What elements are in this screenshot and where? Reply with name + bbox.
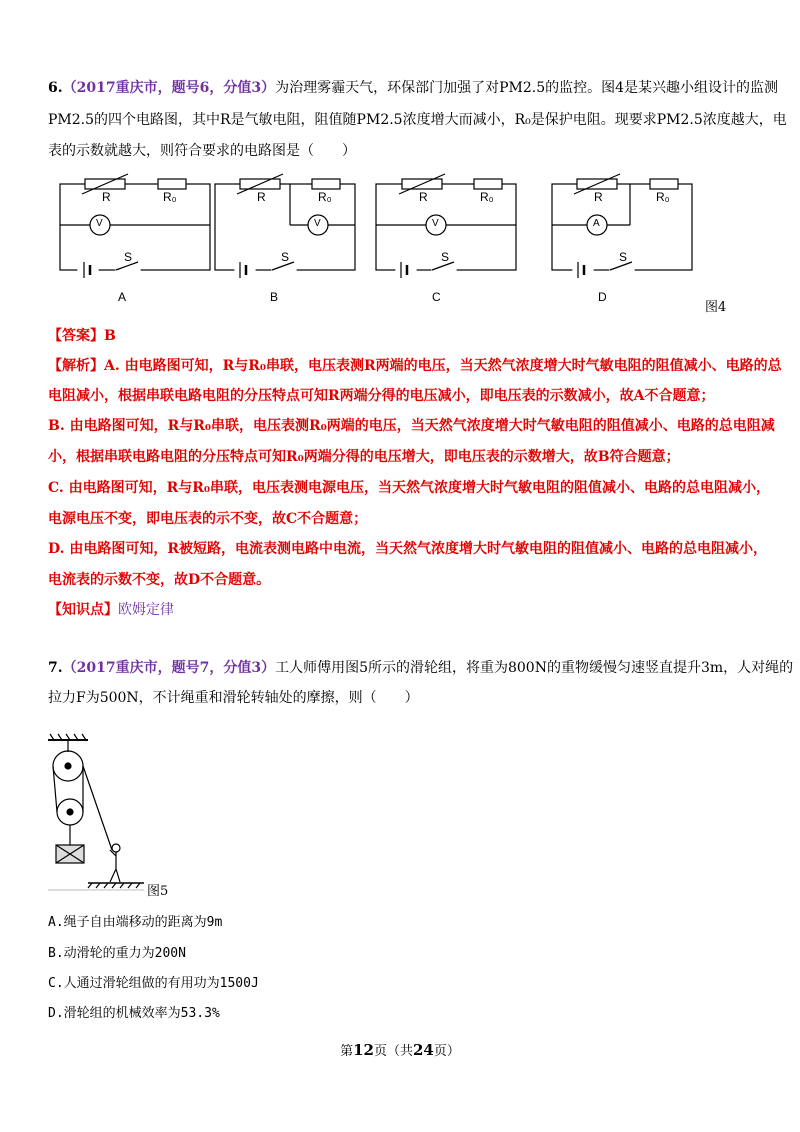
circuit-b-letter: B: [270, 290, 279, 304]
circuit-d-r0-label: R₀: [656, 190, 670, 204]
q7-stem-line-2: 拉力F为500N，不计绳重和滑轮转轴处的摩擦，则（ ）: [48, 690, 419, 706]
circuit-c-meter: V: [432, 218, 439, 229]
q6-answer: [48, 326, 116, 346]
knowledge-point: [48, 600, 174, 620]
q7-option-c: C.人通过滑轮组做的有用功为1500J: [48, 976, 259, 991]
page-total: 24: [413, 1041, 434, 1059]
circuit-a-switch: S: [124, 250, 133, 264]
circuit-a-r0-label: R₀: [163, 190, 177, 204]
q7-number: 7: [48, 660, 58, 676]
q7-option-b: B.动滑轮的重力为200N: [48, 946, 186, 961]
q7-option-d: D.滑轮组的机械效率为53.3%: [48, 1006, 220, 1021]
q6-stem-text-1: 为治理雾霾天气，环保部门加强了对PM2.5的监控。图4是某兴趣小组设计的监测: [275, 80, 779, 96]
circuit-b-r-label: R: [257, 190, 266, 204]
analysis-line-3: B. 由电路图可知，R与R₀串联，电压表测R₀两端的电压，当天然气浓度增大时气敏电阻的阻值减小、电路的总电阻减: [48, 418, 775, 434]
analysis-tag: 【解析】: [48, 358, 104, 374]
figure-5-caption: 图5: [147, 884, 169, 899]
q6-stem-line-2: PM2.5的四个电路图，其中R是气敏电阻，阻值随PM2.5浓度增大而减小，R₀是保护电阻。现要求PM2.5浓度越大，电: [48, 112, 787, 128]
q6-stem-line-3: 表的示数就越大，则符合要求的电路图是（ ）: [48, 143, 356, 159]
q7-stem-line-1: 7.（2017重庆市，题号7，分值3）工人师傅用图5所示的滑轮组，将重为800N的重物缓慢匀速竖直提升3m，人对绳的: [48, 660, 794, 676]
q6-number: 6: [48, 80, 58, 96]
q6-source-tag: （2017重庆市，题号6，分值3）: [62, 80, 276, 96]
knowledge-tag: 【知识点】: [48, 602, 118, 618]
q7-stem-text-1: 工人师傅用图5所示的滑轮组，将重为800N的重物缓慢匀速竖直提升3m，人对绳的: [275, 660, 794, 676]
analysis-line-5: C. 由电路图可知，R与R₀串联，电压表测电源电压，当天然气浓度增大时气敏电阻的阻值减小、电路的总电阻减小，: [48, 480, 771, 496]
circuit-d-meter: A: [593, 218, 600, 229]
analysis-line-1: 【解析】A. 由电路图可知，R与R₀串联，电压表测R两端的电压，当天然气浓度增大时气敏电阻的阻值减小、电路的总: [48, 358, 782, 374]
circuit-c-r-label: R: [419, 190, 428, 204]
circuit-b-switch: S: [281, 250, 290, 264]
circuit-c-r0-label: R₀: [480, 190, 494, 204]
circuit-d-switch: S: [619, 250, 628, 264]
q7-option-a: A.绳子自由端移动的距离为9m: [48, 915, 223, 930]
circuit-a: [60, 174, 210, 278]
circuit-d-letter: D: [598, 290, 607, 304]
analysis-line-8: 电流表的示数不变，故D不合题意。: [48, 572, 271, 588]
circuit-b-meter: V: [314, 218, 321, 229]
analysis-line-7: D. 由电路图可知，R被短路，电流表测电路中电流，当天然气浓度增大时气敏电阻的阻值减小、电路的总电阻减小，: [48, 541, 768, 557]
circuit-c-letter: C: [432, 290, 441, 304]
figure-4-caption: 图4: [705, 300, 727, 315]
analysis-line-2: 电阻减小，根据串联电路电阻的分压特点可知R两端分得的电压减小，即电压表的示数减小，故A不合题意；: [48, 388, 715, 404]
circuit-a-meter: V: [96, 218, 103, 229]
page-footer: 第12页（共24页）: [340, 1041, 460, 1059]
circuit-c-switch: S: [441, 250, 450, 264]
q6-stem-line-1: 6.（2017重庆市，题号6，分值3）为治理雾霾天气，环保部门加强了对PM2.5的监控。图4是某兴趣小组设计的监测: [48, 80, 779, 96]
q7-source-tag: （2017重庆市，题号7，分值3）: [62, 660, 276, 676]
answer-tag: 【答案】: [48, 328, 104, 344]
analysis-line-6: 电源电压不变，即电压表的示不变，故C不合题意；: [48, 511, 368, 527]
circuit-a-r-label: R: [102, 190, 111, 204]
page-number: 12: [353, 1041, 374, 1059]
analysis-line-4: 小，根据串联电路电阻的分压特点可知R₀两端分得的电压增大，即电压表的示数增大，故B符合题意；: [48, 449, 680, 465]
knowledge-value: 欧姆定律: [118, 602, 174, 618]
answer-value: B: [104, 328, 116, 344]
circuit-d-r-label: R: [594, 190, 603, 204]
pulley-figure: [44, 732, 194, 892]
circuit-b-r0-label: R₀: [318, 190, 332, 204]
circuit-a-letter: A: [118, 290, 127, 304]
